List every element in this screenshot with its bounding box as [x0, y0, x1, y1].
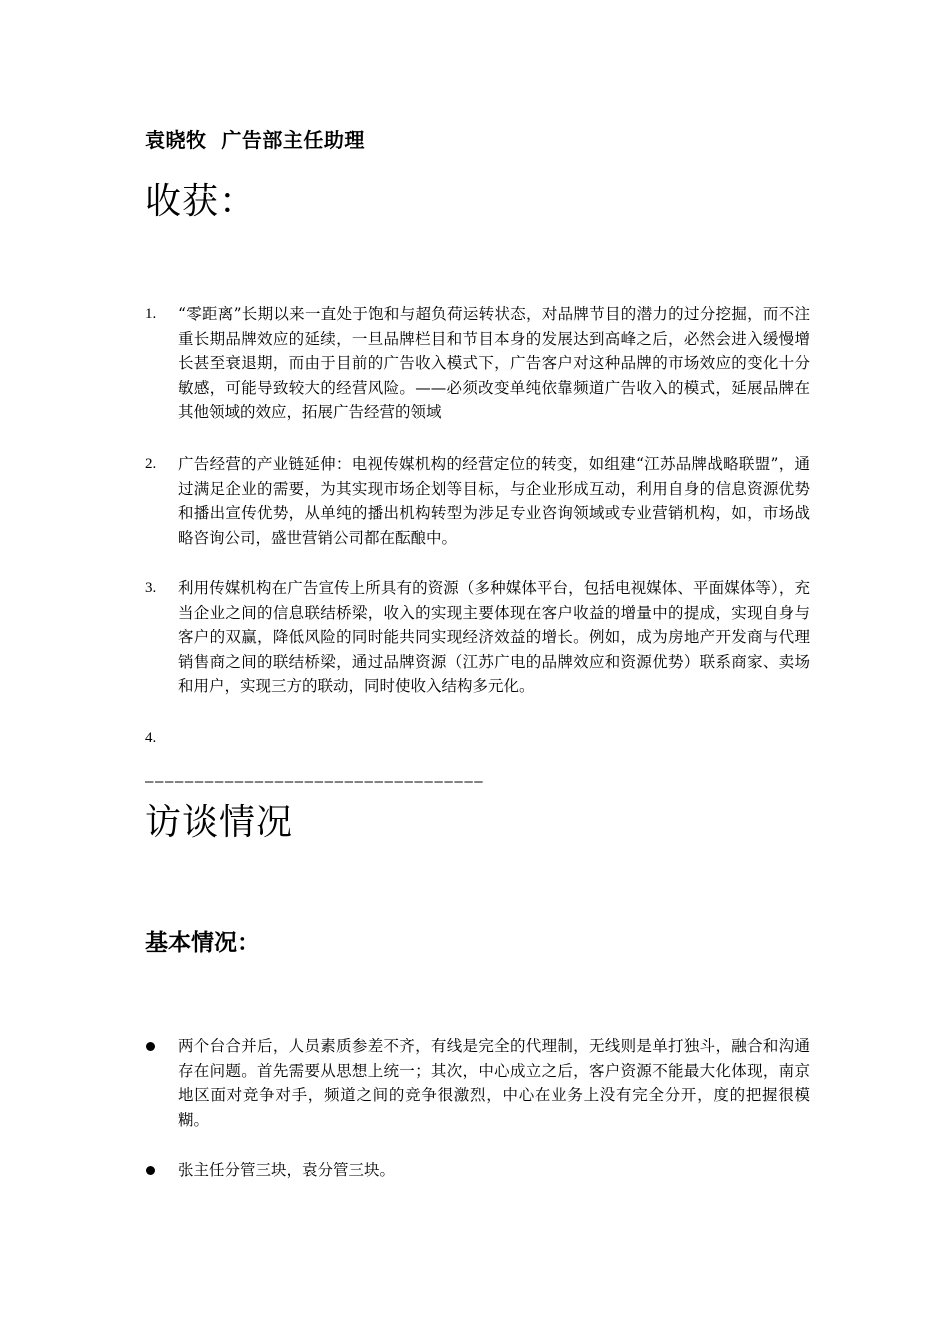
list-item: [145, 302, 810, 425]
section-title-interview: 访谈情况: [145, 802, 294, 843]
section-divider: ——————————————————————————————————: [145, 774, 485, 790]
list-item: [145, 576, 810, 699]
bullet-list-item: [145, 1034, 810, 1132]
list-item-text: 广告经营的产业链延伸：电视传媒机构的经营定位的转变，如组建“江苏品牌战略联盟”，通过满足企业的需要，为其实现市场企划等目标，与企业形成互动，利用自身的信息资源优势和播出宣传优势，从单纯的播出机构转型为涉足专业咨询领域或专业营销机构，如，市场战略咨询公司，盛世营销公司都在酝酿中。: [178, 455, 810, 547]
section-title-gains: 收获：: [145, 181, 257, 222]
subsection-title-basic: 基本情况：: [145, 930, 260, 956]
numbered-list-item: [145, 302, 810, 425]
list-item: [145, 452, 810, 550]
bullet-list-item: [145, 1158, 810, 1183]
bullet-icon: [146, 1042, 155, 1051]
list-number: 3.: [145, 580, 157, 596]
bullet-text: 两个台合并后，人员素质参差不齐，有线是完全的代理制，无线则是单打独斗，融合和沟通存在问题。首先需要从思想上统一；其次，中心成立之后，客户资源不能最大化体现，南京地区面对竞争对手，频道之间的竞争很激烈，中心在业务上没有完全分开，度的把握很模糊。: [178, 1037, 810, 1129]
list-number: 4.: [145, 730, 157, 746]
list-number: 2.: [145, 456, 157, 472]
numbered-list-item: [145, 452, 810, 550]
bullet-text: 张主任分管三块，袁分管三块。: [178, 1161, 396, 1179]
bullet-icon: [146, 1166, 155, 1175]
list-item-text: “零距离”长期以来一直处于饱和与超负荷运转状态，对品牌节目的潜力的过分挖掘，而不注重长期品牌效应的延续，一旦品牌栏目和节目本身的发展达到高峰之后，必然会进入缓慢增长甚至衰退期，而由于目前的广告收入模式下，广告客户对这种品牌的市场效应的变化十分敏感，可能导致较大的经营风险。——必须改变单纯依靠频道广告收入的模式，延展品牌在其他领域的效应，拓展广告经营的领域: [178, 305, 810, 421]
list-number: 1.: [145, 306, 157, 322]
numbered-list-item: [145, 576, 810, 699]
list-item: [145, 1034, 810, 1132]
list-item: [145, 1158, 810, 1183]
list-item-text: 利用传媒机构在广告宣传上所具有的资源（多种媒体平台，包括电视媒体、平面媒体等），充当企业之间的信息联结桥梁，收入的实现主要体现在客户收益的增量中的提成，实现自身与客户的双赢，降低风险的同时能共同实现经济效益的增长。例如，成为房地产开发商与代理销售商之间的联结桥梁，通过品牌资源（江苏广电的品牌效应和资源优势）联系商家、卖场和用户，实现三方的联动，同时使收入结构多元化。: [178, 579, 810, 695]
author-line: 袁晓牧 广告部主任助理: [145, 128, 365, 152]
